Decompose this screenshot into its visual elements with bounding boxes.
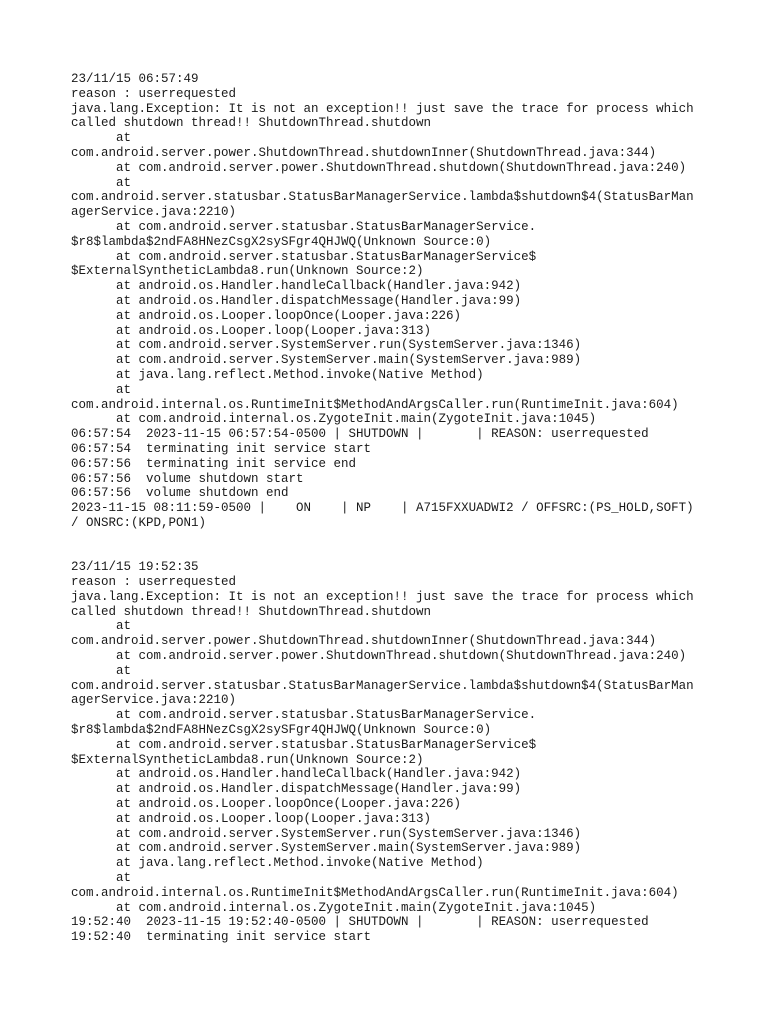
log-line: at xyxy=(71,619,132,634)
log-line: com.android.server.power.ShutdownThread.shutdownInner(ShutdownThread.java:344) xyxy=(71,634,657,649)
log-line: called shutdown thread!! ShutdownThread.shutdown xyxy=(71,116,432,131)
log-line: com.android.server.statusbar.StatusBarManagerService.lambda$shutdown$4(StatusBarMan xyxy=(71,678,694,693)
log-line: 06:57:54 2023-11-15 06:57:54-0500 | SHUTDOWN | | REASON: userrequested xyxy=(71,427,649,442)
log-line: reason : userrequested xyxy=(71,575,237,590)
log-line: agerService.java:2210) xyxy=(71,205,237,220)
log-line: at android.os.Handler.handleCallback(Handler.java:942) xyxy=(71,279,522,294)
log-line: 23/11/15 06:57:49 xyxy=(71,72,199,86)
log-entry xyxy=(71,72,711,531)
log-line: at xyxy=(71,382,132,397)
log-line: / ONSRC:(KPD,PON1) xyxy=(71,515,207,530)
log-line: at com.android.server.SystemServer.run(SystemServer.java:1346) xyxy=(71,338,582,353)
log-line: at java.lang.reflect.Method.invoke(Native Method) xyxy=(71,367,484,382)
log-line: 06:57:56 volume shutdown start xyxy=(71,471,304,486)
log-line: $r8$lambda$2ndFA8HNezCsgX2sySFgr4QHJWQ(Unknown Source:0) xyxy=(71,234,492,249)
log-line: java.lang.Exception: It is not an exception!! just save the trace for process which xyxy=(71,101,694,116)
log-line: at com.android.server.SystemServer.run(SystemServer.java:1346) xyxy=(71,826,582,841)
log-line: at android.os.Looper.loop(Looper.java:313) xyxy=(71,323,432,338)
log-line: at com.android.server.statusbar.StatusBarManagerService. xyxy=(71,708,537,723)
log-line: at xyxy=(71,663,132,678)
log-line: at android.os.Looper.loop(Looper.java:313) xyxy=(71,811,432,826)
log-line: at xyxy=(71,131,132,146)
log-line: 06:57:56 volume shutdown end xyxy=(71,486,289,501)
log-line: com.android.server.power.ShutdownThread.shutdownInner(ShutdownThread.java:344) xyxy=(71,145,657,160)
log-line: at com.android.server.statusbar.StatusBarManagerService$ xyxy=(71,737,537,752)
log-line: at com.android.server.statusbar.StatusBarManagerService$ xyxy=(71,249,537,264)
entry-separator xyxy=(71,531,711,546)
log-line: at android.os.Handler.handleCallback(Handler.java:942) xyxy=(71,767,522,782)
log-line: at android.os.Handler.dispatchMessage(Handler.java:99) xyxy=(71,293,522,308)
log-line: at com.android.server.SystemServer.main(SystemServer.java:989) xyxy=(71,353,582,368)
log-line: at android.os.Looper.loopOnce(Looper.java:226) xyxy=(71,308,462,323)
log-line: 2023-11-15 08:11:59-0500 | ON | NP | A715FXXUADWI2 / OFFSRC:(PS_HOLD,SOFT) xyxy=(71,501,694,516)
log-line: agerService.java:2210) xyxy=(71,693,237,708)
log-line: $ExternalSyntheticLambda8.run(Unknown Source:2) xyxy=(71,752,424,767)
log-line: com.android.internal.os.RuntimeInit$MethodAndArgsCaller.run(RuntimeInit.java:604) xyxy=(71,885,679,900)
log-line: 06:57:56 terminating init service end xyxy=(71,456,357,471)
log-line: 23/11/15 19:52:35 xyxy=(71,560,199,575)
log-line: at com.android.server.power.ShutdownThread.shutdown(ShutdownThread.java:240) xyxy=(71,649,687,664)
log-line: java.lang.Exception: It is not an exception!! just save the trace for process which xyxy=(71,589,694,604)
log-line: at android.os.Looper.loopOnce(Looper.java:226) xyxy=(71,797,462,812)
log-line: com.android.server.statusbar.StatusBarManagerService.lambda$shutdown$4(StatusBarMan xyxy=(71,190,694,205)
log-line: at com.android.internal.os.ZygoteInit.main(ZygoteInit.java:1045) xyxy=(71,900,597,915)
log-entry xyxy=(71,560,711,945)
log-line: 19:52:40 2023-11-15 19:52:40-0500 | SHUTDOWN | | REASON: userrequested xyxy=(71,915,649,930)
log-line: 19:52:40 terminating init service start xyxy=(71,930,372,945)
log-line: at com.android.server.power.ShutdownThread.shutdown(ShutdownThread.java:240) xyxy=(71,160,687,175)
log-text-body xyxy=(71,72,711,945)
log-line: at android.os.Handler.dispatchMessage(Handler.java:99) xyxy=(71,782,522,797)
log-line: com.android.internal.os.RuntimeInit$MethodAndArgsCaller.run(RuntimeInit.java:604) xyxy=(71,397,679,412)
log-line: at com.android.internal.os.ZygoteInit.main(ZygoteInit.java:1045) xyxy=(71,412,597,427)
log-line: at xyxy=(71,871,132,886)
log-line: at java.lang.reflect.Method.invoke(Native Method) xyxy=(71,856,484,871)
log-line: $ExternalSyntheticLambda8.run(Unknown Source:2) xyxy=(71,264,424,279)
log-line: $r8$lambda$2ndFA8HNezCsgX2sySFgr4QHJWQ(Unknown Source:0) xyxy=(71,723,492,738)
log-line: called shutdown thread!! ShutdownThread.shutdown xyxy=(71,604,432,619)
log-line: 06:57:54 terminating init service start xyxy=(71,441,372,456)
log-line: at com.android.server.SystemServer.main(SystemServer.java:989) xyxy=(71,841,582,856)
log-line: reason : userrequested xyxy=(71,86,237,101)
entry-separator xyxy=(71,546,711,561)
log-line: at xyxy=(71,175,132,190)
log-line: at com.android.server.statusbar.StatusBarManagerService. xyxy=(71,219,537,234)
